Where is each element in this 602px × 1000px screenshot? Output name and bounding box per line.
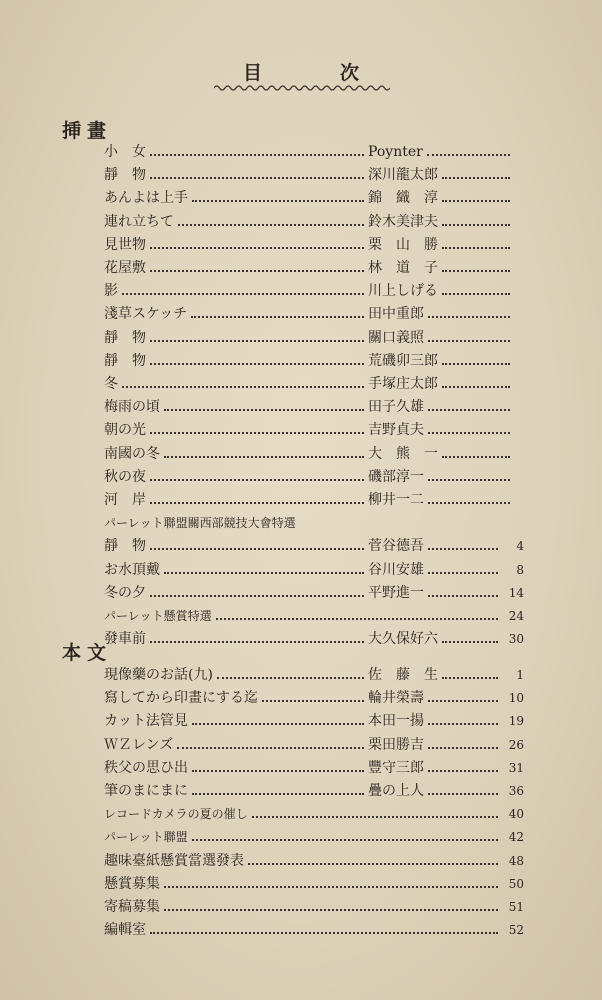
dot-leader <box>442 456 510 458</box>
dot-leader <box>150 363 364 365</box>
toc-entry <box>0 511 602 535</box>
dot-leader <box>177 747 364 749</box>
entry-author: 菅谷德吾 <box>368 538 424 555</box>
dot-leader <box>428 700 498 702</box>
entry-author: 輪井榮壽 <box>368 690 424 707</box>
entry-page-number: 50 <box>508 876 524 891</box>
toc-entry <box>0 372 602 396</box>
toc-entry <box>0 279 602 303</box>
entry-page-number: 52 <box>508 923 524 938</box>
dot-leader <box>191 316 364 318</box>
entry-page-number: 10 <box>508 691 524 706</box>
entry-page-number: 1 <box>516 668 524 682</box>
toc-entry <box>0 534 602 558</box>
toc-entry <box>0 686 602 710</box>
entry-title: 花屋敷 <box>104 260 146 276</box>
section-heading-illustrations: 挿畫 <box>62 120 113 142</box>
dot-leader <box>428 502 510 504</box>
entry-title: カット法管見 <box>104 713 188 730</box>
entry-title: 秋の夜 <box>104 468 146 485</box>
dot-leader <box>428 770 498 772</box>
entry-title: 發車前 <box>104 631 146 648</box>
dot-leader <box>428 432 510 434</box>
entry-title: 靜 物 <box>104 167 146 184</box>
toc-entry <box>0 709 602 733</box>
dot-leader <box>428 479 510 481</box>
entry-author: 柳井一二 <box>368 492 424 508</box>
dot-leader <box>442 293 510 295</box>
toc-entry <box>0 802 602 826</box>
entry-author: 田子久雄 <box>368 399 424 416</box>
entry-title: ＷＺレンズ <box>104 736 174 753</box>
dot-leader <box>150 641 364 643</box>
entry-title: 靜 物 <box>104 352 146 369</box>
dot-leader <box>428 409 510 411</box>
entry-page-number: 36 <box>508 784 524 798</box>
toc-entry <box>0 488 602 512</box>
dot-leader <box>192 723 364 725</box>
toc-entry <box>0 186 602 210</box>
entry-title: 梅雨の頃 <box>104 399 160 416</box>
toc-entry <box>0 604 602 628</box>
entry-page-number: 8 <box>516 562 524 577</box>
dot-leader <box>252 816 498 818</box>
toc-entry <box>0 210 602 234</box>
entry-title: 趣味臺紙懸賞當選發表 <box>104 852 244 869</box>
entry-author: 吉野貞夫 <box>368 422 424 439</box>
entry-title: 連れ立ちて <box>104 213 174 230</box>
toc-entry <box>0 326 602 350</box>
dot-leader <box>442 224 510 226</box>
entry-author: 磯部淳一 <box>368 468 424 485</box>
toc-entry <box>0 733 602 757</box>
dot-leader <box>150 177 364 179</box>
toc-entry <box>0 465 602 489</box>
entry-title: 河 岸 <box>104 492 146 508</box>
toc-entry <box>0 140 602 164</box>
entry-title: 靜 物 <box>104 329 146 346</box>
dot-leader <box>217 677 364 679</box>
entry-title: パーレット聯盟關西部競技大會特選 <box>104 516 296 531</box>
toc-entry <box>0 779 602 803</box>
dot-leader <box>428 723 498 725</box>
entry-page-number: 14 <box>508 585 524 600</box>
dot-leader <box>428 793 498 795</box>
entry-title: パーレット聯盟 <box>104 830 188 845</box>
entry-page-number: 26 <box>508 737 524 752</box>
toc-entry <box>0 895 602 919</box>
entry-author: 川上しげる <box>368 283 438 300</box>
dot-leader <box>442 677 498 679</box>
dot-leader <box>428 316 510 318</box>
dot-leader <box>192 770 364 772</box>
entry-author: 錦 織 淳 <box>368 190 438 207</box>
dot-leader <box>442 270 510 272</box>
toc-entry <box>0 395 602 419</box>
entry-author: 疊の上人 <box>368 783 424 799</box>
dot-leader <box>442 247 510 249</box>
dot-leader <box>428 747 498 749</box>
entry-author: 關口義照 <box>368 329 424 346</box>
entry-title: 朝の光 <box>104 422 146 439</box>
entry-page-number: 48 <box>508 853 524 868</box>
dot-leader <box>428 340 510 342</box>
entry-page-number: 51 <box>508 900 524 914</box>
dot-leader <box>150 502 364 504</box>
entry-page-number: 42 <box>508 830 524 845</box>
dot-leader <box>164 909 498 911</box>
entry-page-number: 24 <box>508 609 524 623</box>
dot-leader <box>192 200 364 202</box>
dot-leader <box>427 154 510 156</box>
toc-entry <box>0 663 602 687</box>
entry-title: お水頂戴 <box>104 561 160 578</box>
dot-leader <box>150 432 364 434</box>
dot-leader <box>150 270 364 272</box>
dot-leader <box>164 456 364 458</box>
entry-author: 鈴木美津夫 <box>368 213 438 230</box>
entry-title: 現像藥のお話(九) <box>104 667 213 683</box>
toc-entry <box>0 163 602 187</box>
toc-entry <box>0 581 602 605</box>
entry-title: 冬の夕 <box>104 584 146 601</box>
entry-title: 筆のまにまに <box>104 783 188 799</box>
toc-entry <box>0 233 602 257</box>
dot-leader <box>192 839 498 841</box>
entry-title: 靜 物 <box>104 538 146 555</box>
toc-entry <box>0 442 602 466</box>
entry-page-number: 40 <box>508 807 524 822</box>
entry-author: 豐守三郎 <box>368 759 424 776</box>
dot-leader <box>192 793 364 795</box>
dot-leader <box>150 479 364 481</box>
dot-leader <box>442 177 510 179</box>
entry-author: 本田一揚 <box>368 713 424 730</box>
entry-page-number: 19 <box>508 714 524 729</box>
entry-page-number: 30 <box>508 632 524 647</box>
dot-leader <box>150 595 364 597</box>
dot-leader <box>428 548 498 550</box>
entry-title: 影 <box>104 283 118 300</box>
entry-title: レコードカメラの夏の催し <box>104 807 248 822</box>
toc-entry <box>0 918 602 942</box>
entry-title: 淺草スケッチ <box>104 306 188 323</box>
dot-leader <box>442 386 510 388</box>
entry-author: 深川龍太郎 <box>368 167 438 184</box>
dot-leader <box>164 886 498 888</box>
toc-entry <box>0 872 602 896</box>
entry-title: 寄稿募集 <box>104 899 160 915</box>
entry-title: パーレット懸賞特選 <box>104 609 212 623</box>
dot-leader <box>164 409 364 411</box>
dot-leader <box>150 548 364 550</box>
entry-title: 見世物 <box>104 236 146 253</box>
dot-leader <box>442 363 510 365</box>
entry-title: 冬 <box>104 376 118 392</box>
dot-leader <box>428 595 498 597</box>
entry-author: 栗田勝吉 <box>368 736 424 753</box>
entry-author: 佐 藤 生 <box>368 667 438 683</box>
toc-entry <box>0 349 602 373</box>
entry-author: 田中重郎 <box>368 306 424 323</box>
page-title: 目次 <box>242 62 437 84</box>
dot-leader <box>150 247 364 249</box>
entry-title: あんよは上手 <box>104 190 188 207</box>
entry-author: 谷川安雄 <box>368 561 424 578</box>
dot-leader <box>216 618 498 620</box>
entry-title: 懸賞募集 <box>104 875 160 892</box>
entry-title: 編輯室 <box>104 922 146 939</box>
dot-leader <box>262 700 364 702</box>
entry-page-number: 31 <box>508 760 524 775</box>
dot-leader <box>178 224 364 226</box>
entry-title: 小 女 <box>104 144 146 160</box>
toc-entry <box>0 418 602 442</box>
entry-page-number: 4 <box>516 539 524 554</box>
dot-leader <box>248 863 498 865</box>
entry-author: 大 熊 一 <box>368 445 438 462</box>
entry-author: 大久保好六 <box>368 631 438 648</box>
dot-leader <box>442 641 498 643</box>
dot-leader <box>428 572 498 574</box>
entry-author: 平野進一 <box>368 584 424 601</box>
dot-leader <box>150 154 364 156</box>
dot-leader <box>164 572 364 574</box>
entry-author: 荒磯卯三郎 <box>368 352 438 369</box>
entry-title: 寫してから印畫にする迄 <box>104 690 258 707</box>
toc-entry <box>0 558 602 582</box>
dot-leader <box>150 340 364 342</box>
dot-leader <box>122 293 364 295</box>
dot-leader <box>442 200 510 202</box>
dot-leader <box>150 932 498 934</box>
entry-title: 南國の冬 <box>104 445 160 462</box>
dot-leader <box>122 386 364 388</box>
entry-title: 秩父の思ひ出 <box>104 759 188 776</box>
section-heading-articles: 本文 <box>62 642 113 664</box>
entry-author: 林 道 子 <box>368 260 438 276</box>
entry-author: Poynter <box>368 144 423 160</box>
entry-author: 栗 山 勝 <box>368 236 438 253</box>
wavy-divider <box>214 84 390 92</box>
entry-author: 手塚庄太郎 <box>368 376 438 392</box>
toc-entry <box>0 825 602 849</box>
toc-entry <box>0 756 602 780</box>
toc-entry <box>0 256 602 280</box>
toc-entry <box>0 849 602 873</box>
toc-entry <box>0 302 602 326</box>
